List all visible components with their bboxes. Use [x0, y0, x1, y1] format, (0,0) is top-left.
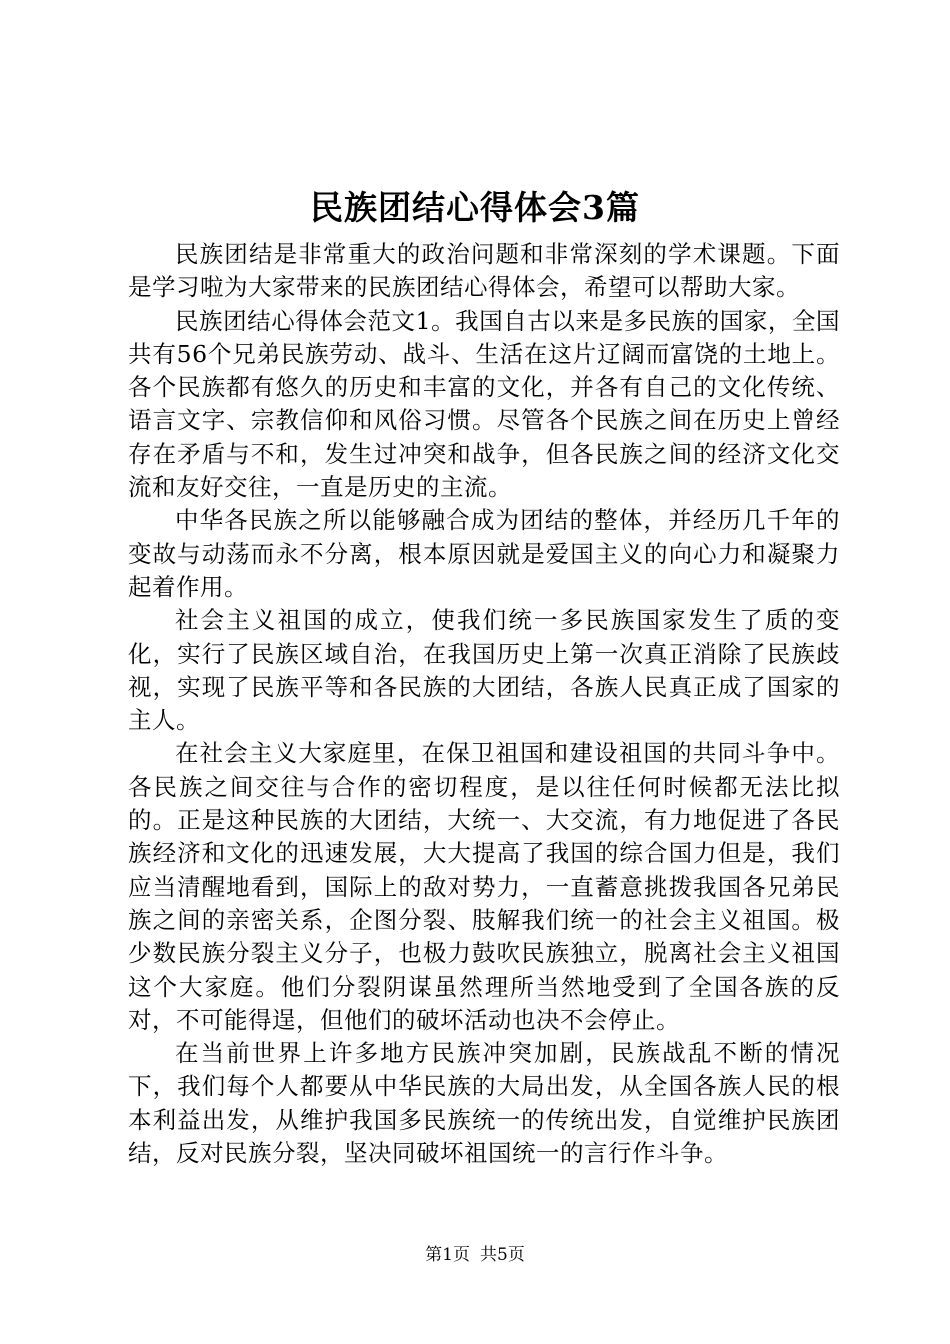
- document-body: [128, 238, 840, 1170]
- paragraph-socialist-family: 在社会主义大家庭里，在保卫祖国和建设祖国的共同斗争中。各民族之间交往与合作的密切程度，是以往任何时候都无法比拟的。正是这种民族的大团结，大统一、大交流，有力地促进了各民族经济和文化的迅速发展，大大提高了我国的综合国力但是，我们应当清醒地看到，国际上的敌对势力，一直蓄意挑拨我国各兄弟民族之间的亲密关系，企图分裂、肢解我们统一的社会主义祖国。极少数民族分裂主义分子，也极力鼓吹民族独立，脱离社会主义祖国这个大家庭。他们分裂阴谋虽然理所当然地受到了全国各族的反对，不可能得逞，但他们的破坏活动也决不会停止。: [128, 739, 840, 1034]
- page-total: 共5页: [480, 1245, 525, 1265]
- paragraph-essay-1: 民族团结心得体会范文1。我国自古以来是多民族的国家，全国共有56个兄弟民族劳动、战斗、生活在这片辽阔而富饶的土地上。各个民族都有悠久的历史和丰富的文化，并各有自己的文化传统、语言文字、宗教信仰和风俗习惯。尽管各个民族之间在历史上曾经存在矛盾与不和，发生过冲突和战争，但各民族之间的经济文化交流和友好交往，一直是历史的主流。: [128, 306, 840, 502]
- paragraph-intro: 民族团结是非常重大的政治问题和非常深刻的学术课题。下面是学习啦为大家带来的民族团结心得体会，希望可以帮助大家。: [128, 240, 840, 302]
- page-footer: [0, 1243, 950, 1267]
- paragraph-current-world: 在当前世界上许多地方民族冲突加剧，民族战乱不断的情况下，我们每个人都要从中华民族的大局出发，从全国各族人民的根本利益出发，从维护我国多民族统一的传统出发，自觉维护民族团结，反对民族分裂，坚决同破坏祖国统一的言行作斗争。: [128, 1039, 840, 1168]
- paragraph-patriotism: 中华各民族之所以能够融合成为团结的整体，并经历几千年的变故与动荡而永不分离，根本原因就是爱国主义的向心力和凝聚力起着作用。: [128, 506, 840, 601]
- document-title: 民族团结心得体会3篇: [310, 188, 640, 227]
- paragraph-socialist-motherland: 社会主义祖国的成立，使我们统一多民族国家发生了质的变化，实行了民族区域自治，在我国历史上第一次真正消除了民族歧视，实现了民族平等和各民族的大团结，各族人民真正成了国家的主人。: [128, 606, 840, 735]
- page-number: 第1页: [425, 1245, 470, 1265]
